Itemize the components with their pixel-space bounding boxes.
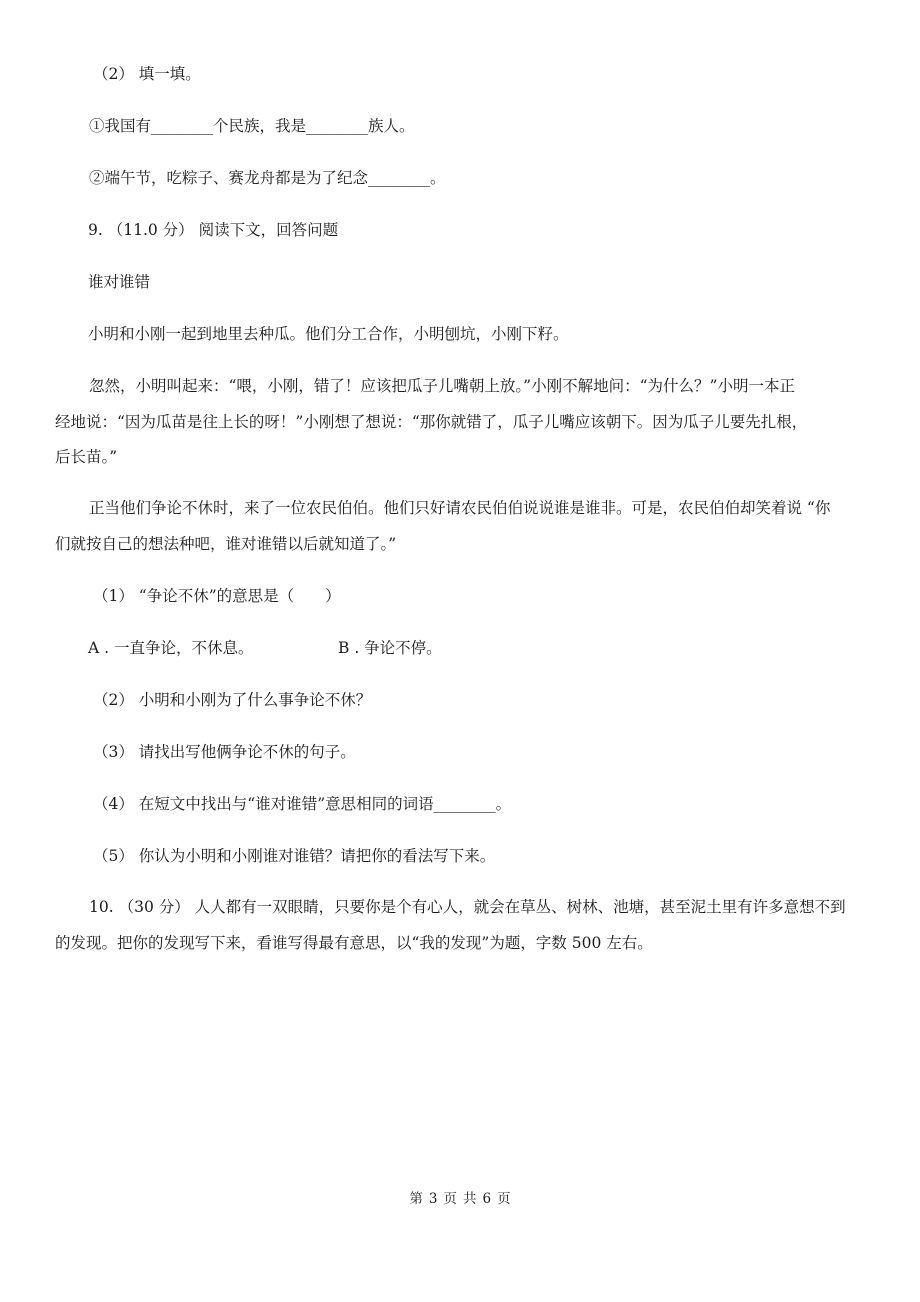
q9-sub-question-1: （1） “争论不休”的意思是（ ） [93,587,341,605]
footer-page-label: 第 [409,1191,423,1207]
passage-paragraph-2-line-2: 经地说：“因为瓜苗是往上长的呀！”小刚想了想说：“那你就错了，瓜子儿嘴应该朝下。因为瓜子儿要先扎根， [55,413,808,431]
q9-sub-question-5: （5） 你认为小明和小刚谁对谁错？请把你的看法写下来。 [93,847,496,865]
passage-paragraph-3: 正当他们争论不休时，来了一位农民伯伯。他们只好请农民伯伯说说谁是谁非。可是，农民伯伯却笑着说 “你 [89,499,831,517]
passage-paragraph-2: 忽然，小明叫起来：“喂，小刚，错了！应该把瓜子儿嘴朝上放。”小刚不解地问：“为什么？”小明一本正 [89,377,795,395]
option-b[interactable]: B . 争论不停。 [338,639,442,657]
q8-fill-item-2: ②端午节，吃粽子、赛龙舟都是为了纪念________。 [89,169,446,187]
q8-part2-header: （2） 填一填。 [93,65,201,83]
q9-sub-question-2: （2） 小明和小刚为了什么事争论不休？ [93,691,372,709]
footer-total-label: 共 [463,1191,477,1207]
q9-sub-question-4: （4） 在短文中找出与“谁对谁错”意思相同的词语________。 [93,795,512,813]
page-footer [0,1190,920,1208]
passage-title: 谁对谁错 [88,273,151,291]
passage-paragraph-3-line-2: 们就按自己的想法种吧，谁对谁错以后就知道了。” [55,535,397,553]
footer-total-number: 6 [482,1191,492,1207]
footer-total-unit: 页 [497,1191,511,1207]
q10-prompt: 10. （30 分） 人人都有一双眼睛，只要你是个有心人，就会在草丛、树林、池塘，甚至泥土里有许多意想不到 [89,898,846,916]
passage-paragraph-2-line-3: 后长苗。” [55,448,118,466]
q9-sub-question-3: （3） 请找出写他俩争论不休的句子。 [93,743,356,761]
q10-prompt-line-2: 的发现。把你的发现写下来，看谁写得最有意思，以“我的发现”为题，字数 500 左右。 [55,934,653,952]
q9-header: 9. （11.0 分） 阅读下文，回答问题 [88,221,339,239]
q8-fill-item-1: ①我国有________个民族，我是________族人。 [89,117,415,135]
option-a[interactable]: A . 一直争论，不休息。 [88,639,254,657]
footer-page-unit: 页 [443,1191,457,1207]
footer-page-number: 3 [428,1191,438,1207]
passage-paragraph-1: 小明和小刚一起到地里去种瓜。他们分工合作，小明刨坑，小刚下籽。 [88,325,569,343]
